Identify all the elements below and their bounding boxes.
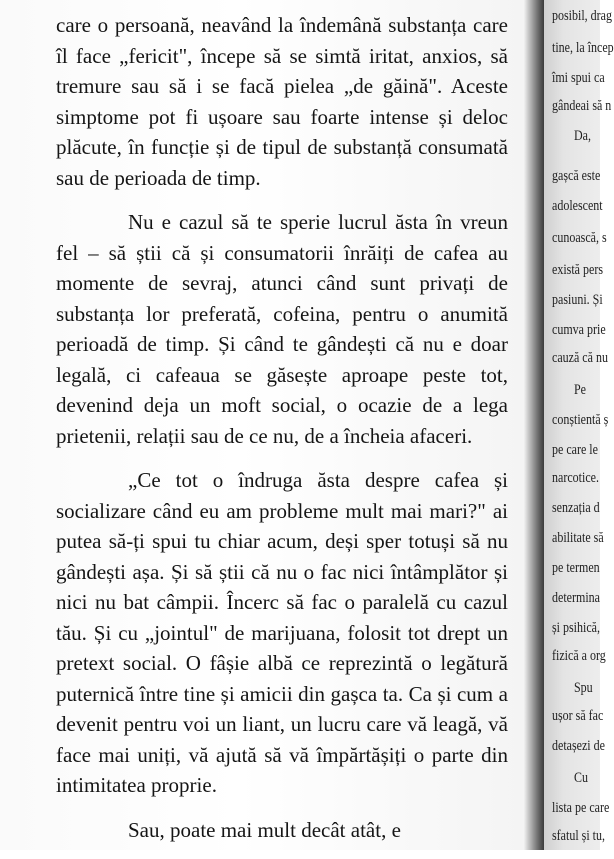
- adjacent-page-line: Cu: [574, 770, 589, 786]
- main-page-text: [56, 10, 508, 859]
- book-gutter-shadow: [524, 0, 544, 850]
- paragraph: Sau, poate mai mult decât atât, e: [128, 817, 401, 842]
- adjacent-page-line: pasiuni. Și: [552, 292, 603, 308]
- paragraph: Nu e cazul să te sperie lucrul ăsta în vreun fel – să știi că și consumatorii înrăiți de cafea au momente de sevraj, atunci când sunt privați de substanța lor preferată, cofeina, pentru o anumită perioadă de timp. Și când te gândești că nu e doar legală, ci cafeaua se găsește aproape peste tot, devenind deja un moft social, o ocazie de a lega prietenii, relații sau de ce nu, de a încheia afaceri.: [56, 210, 508, 448]
- adjacent-page-line: cumva prie: [552, 322, 606, 338]
- adjacent-page-line: posibil, drag: [552, 8, 612, 24]
- adjacent-page-line: lista pe care: [552, 800, 610, 816]
- adjacent-page-line: cauză că nu: [552, 350, 608, 366]
- adjacent-page-line: fizică a org: [552, 648, 606, 664]
- adjacent-page-line: detașezi de: [552, 738, 605, 754]
- adjacent-page-line: narcotice.: [552, 470, 599, 486]
- adjacent-page-line: îmi spui ca: [552, 70, 605, 86]
- adjacent-page-line: abilitate să: [552, 530, 604, 546]
- adjacent-page-line: există pers: [552, 262, 603, 278]
- adjacent-page-line: adolescent: [552, 198, 603, 214]
- adjacent-page-line: determina: [552, 590, 600, 606]
- adjacent-page-line: pe care le: [552, 442, 598, 458]
- adjacent-page-line: conștientă ș: [552, 412, 609, 428]
- adjacent-page-line: ușor să fac: [552, 708, 604, 724]
- adjacent-page-line: pe termen: [552, 560, 600, 576]
- adjacent-page-line: tine, la încep: [552, 40, 614, 56]
- adjacent-page: [544, 0, 614, 850]
- paragraph: „Ce tot o îndruga ăsta despre cafea și socializare când eu am probleme mult mai mari?" ai putea să-ți spui tu chiar acum, deși sper totuși să nu gândești așa. Și să știi că nu o fac nici întâmplător și nici nu bat câmpii. Încerc să fac o paralelă cu cazul tău. Și cu „jointul" de marijuana, folosit tot drept un pretext social. O fâșie albă ce reprezintă o legătură puternică între tine și amicii din gașca ta. Ca și cum a devenit pentru voi un liant, un lucru care vă leagă, vă face mai uniți, vă ajută să vă împărtășiți o parte din intimitatea proprie.: [56, 468, 508, 797]
- adjacent-page-line: senzația d: [552, 500, 600, 516]
- adjacent-page-line: cunoască, s: [552, 230, 607, 246]
- adjacent-page-line: gașcă este: [552, 168, 601, 184]
- paragraph: care o persoană, neavând la îndemână substanța care îl face „fericit", începe să se simtă iritat, anxios, să tremure sau să i se facă pielea „de găină". Aceste simptome pot fi ușoare sau foarte intense și deloc plăcute, în funcție și de tipul de substanță consumată sau de perioada de timp.: [56, 13, 508, 190]
- adjacent-page-line: Pe: [574, 382, 586, 398]
- adjacent-page-line: Da,: [574, 128, 591, 144]
- adjacent-page-line: Spu: [574, 680, 593, 696]
- adjacent-page-line: și psihică,: [552, 620, 600, 636]
- adjacent-page-line: sfatul și tu,: [552, 828, 605, 844]
- adjacent-page-line: gândeai să n: [552, 98, 612, 114]
